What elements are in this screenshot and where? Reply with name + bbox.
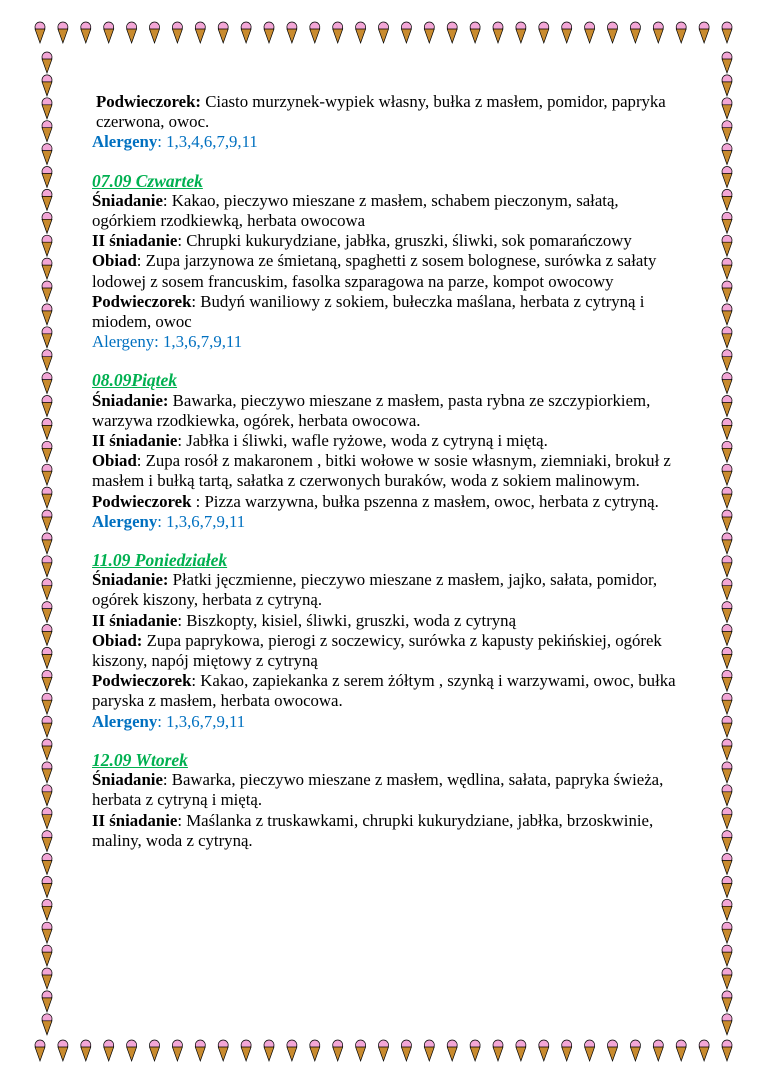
ice-cream-cone-icon — [379, 1040, 389, 1061]
border-left — [36, 0, 58, 1086]
ice-cream-cone-icon — [653, 22, 663, 43]
allergen-values: : 1,3,4,6,7,9,11 — [157, 132, 258, 152]
ice-cream-cone-icon — [722, 625, 732, 646]
meal-line — [92, 492, 682, 512]
meal-label: Śniadanie: — [92, 390, 169, 410]
ice-cream-cone-icon — [172, 1040, 182, 1061]
ice-cream-cone-icon — [608, 1040, 618, 1061]
ice-cream-cone-icon — [470, 22, 480, 43]
ice-cream-cone-icon — [42, 922, 52, 943]
meal-label: Śniadanie: — [92, 570, 169, 590]
meal-text: : Zupa rosół z makaronem , bitki wołowe w sosie własnym, ziemniaki, brokuł z masłem i bułką tartą, sałatka z czerwonych buraków, woda z sokiem malinowym. — [92, 451, 671, 491]
meal-line — [92, 431, 682, 451]
meal-text: : Biszkopty, kisiel, śliwki, gruszki, woda z cytryną — [177, 610, 517, 630]
ice-cream-cone-icon — [104, 1040, 114, 1061]
ice-cream-cone-icon — [42, 52, 52, 73]
ice-cream-cone-icon — [42, 647, 52, 668]
ice-cream-cone-icon — [241, 1040, 251, 1061]
ice-cream-cone-icon — [241, 22, 251, 43]
meal-line — [92, 570, 682, 610]
allergen-line — [92, 332, 682, 352]
ice-cream-cone-icon — [333, 22, 343, 43]
ice-cream-cone-icon — [493, 22, 503, 43]
ice-cream-cone-icon — [722, 510, 732, 531]
ice-cream-cone-icon — [42, 418, 52, 439]
ice-cream-cone-icon — [379, 22, 389, 43]
allergen-values: : 1,3,6,7,9,11 — [157, 511, 246, 531]
ice-cream-cone-icon — [722, 373, 732, 394]
ice-cream-cone-icon — [424, 22, 434, 43]
ice-cream-cone-icon — [585, 1040, 595, 1061]
ice-cream-cone-icon — [722, 899, 732, 920]
meal-line — [92, 391, 682, 431]
ice-cream-cone-icon — [150, 22, 160, 43]
meal-line — [92, 292, 682, 332]
meal-text: : Maślanka z truskawkami, chrupki kukurydziane, jabłka, brzoskwinie, maliny, woda z cytryną. — [92, 810, 654, 850]
ice-cream-cone-icon — [310, 22, 320, 43]
meal-label: II śniadanie — [92, 431, 178, 451]
ice-cream-cone-icon — [722, 579, 732, 600]
ice-cream-cone-icon — [42, 373, 52, 394]
ice-cream-cone-icon — [264, 22, 274, 43]
ice-cream-cone-icon — [722, 945, 732, 966]
ice-cream-cone-icon — [562, 22, 572, 43]
ice-cream-cone-icon — [58, 22, 68, 43]
ice-cream-cone-icon — [722, 327, 732, 348]
ice-cream-cone-icon — [42, 579, 52, 600]
ice-cream-cone-icon — [42, 693, 52, 714]
ice-cream-cone-icon — [722, 670, 732, 691]
ice-cream-cone-icon — [447, 1040, 457, 1061]
meal-label: Śniadanie — [92, 190, 163, 210]
ice-cream-cone-icon — [218, 1040, 228, 1061]
ice-cream-cone-icon — [722, 396, 732, 417]
ice-cream-cone-icon — [42, 808, 52, 829]
ice-cream-cone-icon — [42, 350, 52, 371]
ice-cream-cone-icon — [218, 22, 228, 43]
ice-cream-cone-icon — [722, 716, 732, 737]
ice-cream-cone-icon — [195, 1040, 205, 1061]
meal-line — [92, 251, 682, 291]
ice-cream-cone-icon — [722, 739, 732, 760]
meal-text: : Zupa jarzynowa ze śmietaną, spaghetti z sosem bolognese, surówka z sałaty lodowej z sosem francuskim, fasolka szparagowa na parze, kompot owocowy — [92, 251, 657, 291]
day-heading: 07.09 Czwartek — [92, 170, 203, 191]
ice-cream-cone-icon — [42, 991, 52, 1012]
ice-cream-cone-icon — [516, 1040, 526, 1061]
ice-cream-cone-icon — [127, 22, 137, 43]
ice-cream-cone-icon — [722, 418, 732, 439]
meal-line — [92, 811, 682, 851]
meal-label: Obiad — [92, 251, 137, 271]
ice-cream-cone-icon — [722, 922, 732, 943]
ice-cream-cone-icon — [42, 625, 52, 646]
ice-cream-cone-icon — [722, 75, 732, 96]
meal-text: : Pizza warzywna, bułka pszenna z masłem, owoc, herbata z cytryną. — [191, 491, 659, 511]
ice-cream-cone-icon — [42, 854, 52, 875]
ice-cream-cone-icon — [722, 533, 732, 554]
ice-cream-cone-icon — [42, 167, 52, 188]
meal-label: Podwieczorek — [92, 491, 192, 511]
ice-cream-cone-icon — [81, 1040, 91, 1061]
ice-cream-cone-icon — [42, 899, 52, 920]
ice-cream-cone-icon — [516, 22, 526, 43]
ice-cream-cone-icon — [447, 22, 457, 43]
ice-cream-cone-icon — [722, 487, 732, 508]
ice-cream-cone-icon — [42, 258, 52, 279]
ice-cream-cone-icon — [722, 556, 732, 577]
ice-cream-cone-icon — [630, 1040, 640, 1061]
ice-cream-cone-icon — [722, 212, 732, 233]
meal-line — [92, 92, 682, 132]
ice-cream-cone-icon — [539, 1040, 549, 1061]
ice-cream-cone-icon — [333, 1040, 343, 1061]
allergen-label: Alergeny — [92, 132, 158, 152]
meal-text: Ciasto murzynek-wypiek własny, bułka z masłem, pomidor, papryka czerwona, owoc. — [96, 92, 666, 132]
ice-cream-cone-icon — [722, 876, 732, 897]
ice-cream-cone-icon — [356, 22, 366, 43]
meal-label: Obiad: — [92, 630, 143, 650]
ice-cream-cone-icon — [42, 189, 52, 210]
menu-day-section — [92, 370, 682, 532]
ice-cream-cone-icon — [722, 52, 732, 73]
ice-cream-cone-icon — [722, 808, 732, 829]
day-heading: 12.09 Wtorek — [92, 749, 188, 770]
ice-cream-cone-icon — [722, 602, 732, 623]
ice-cream-cone-icon — [608, 22, 618, 43]
meal-text: : Jabłka i śliwki, wafle ryżowe, woda z cytryną i miętą. — [177, 431, 548, 451]
ice-cream-cone-icon — [424, 1040, 434, 1061]
ice-cream-cone-icon — [42, 121, 52, 142]
ice-cream-cone-icon — [722, 98, 732, 119]
allergen-line — [92, 512, 682, 532]
border-right — [716, 0, 738, 1086]
allergen-label: Alergeny — [92, 511, 158, 531]
ice-cream-cone-icon — [722, 785, 732, 806]
menu-day-section — [92, 171, 682, 353]
ice-cream-cone-icon — [401, 22, 411, 43]
ice-cream-cone-icon — [42, 716, 52, 737]
meal-text: : Chrupki kukurydziane, jabłka, gruszki, śliwki, sok pomarańczowy — [177, 231, 632, 251]
ice-cream-cone-icon — [42, 510, 52, 531]
meal-text: : Kakao, zapiekanka z serem żółtym , szynką i warzywami, owoc, bułka paryska z masłem, herbata owocowa. — [92, 671, 676, 711]
meal-line — [92, 631, 682, 671]
ice-cream-cone-icon — [42, 876, 52, 897]
ice-cream-cone-icon — [722, 854, 732, 875]
ice-cream-cone-icon — [42, 144, 52, 165]
meal-label: Śniadanie — [92, 770, 163, 790]
ice-cream-cone-icon — [356, 1040, 366, 1061]
ice-cream-cone-icon — [42, 670, 52, 691]
meal-text: : Bawarka, pieczywo mieszane z masłem, wędlina, sałata, papryka świeża, herbata z cytryną i miętą. — [92, 770, 664, 810]
ice-cream-cone-icon — [42, 487, 52, 508]
ice-cream-cone-icon — [42, 831, 52, 852]
ice-cream-cone-icon — [42, 212, 52, 233]
ice-cream-cone-icon — [42, 785, 52, 806]
border-bottom — [0, 1036, 768, 1068]
ice-cream-cone-icon — [470, 1040, 480, 1061]
ice-cream-cone-icon — [722, 693, 732, 714]
meal-line — [92, 671, 682, 711]
allergen-line — [92, 712, 682, 732]
ice-cream-cone-icon — [42, 304, 52, 325]
menu-content — [92, 92, 682, 851]
ice-cream-cone-icon — [401, 1040, 411, 1061]
ice-cream-cone-icon — [722, 281, 732, 302]
ice-cream-cone-icon — [195, 22, 205, 43]
meal-text: Płatki jęczmienne, pieczywo mieszane z masłem, jajko, sałata, pomidor, ogórek kiszony, herbata z cytryną. — [92, 570, 658, 610]
menu-day-section — [92, 92, 682, 153]
meal-text: : Kakao, pieczywo mieszane z masłem, schabem pieczonym, sałatą, ogórkiem rzodkiewką, herbata owocowa — [92, 190, 619, 231]
ice-cream-cone-icon — [42, 281, 52, 302]
ice-cream-cone-icon — [42, 441, 52, 462]
ice-cream-cone-icon — [722, 762, 732, 783]
ice-cream-cone-icon — [42, 98, 52, 119]
meal-label: Podwieczorek — [92, 291, 192, 311]
ice-cream-cone-icon — [42, 945, 52, 966]
ice-cream-cone-icon — [104, 22, 114, 43]
ice-cream-cone-icon — [127, 1040, 137, 1061]
meal-label: II śniadanie — [92, 810, 178, 830]
ice-cream-cone-icon — [310, 1040, 320, 1061]
ice-cream-cone-icon — [630, 22, 640, 43]
ice-cream-cone-icon — [172, 22, 182, 43]
ice-cream-cone-icon — [722, 121, 732, 142]
ice-cream-cone-icon — [42, 327, 52, 348]
allergen-label: Alergeny — [92, 332, 155, 352]
ice-cream-cone-icon — [42, 396, 52, 417]
meal-line — [92, 191, 682, 231]
meal-text: Bawarka, pieczywo mieszane z masłem, pasta rybna ze szczypiorkiem, warzywa rzodkiewka, ogórek, herbata owocowa. — [92, 390, 651, 430]
meal-label: II śniadanie — [92, 610, 178, 630]
meal-line — [92, 231, 682, 251]
ice-cream-cone-icon — [81, 22, 91, 43]
ice-cream-cone-icon — [585, 22, 595, 43]
meal-label: Podwieczorek: — [96, 92, 202, 111]
allergen-values: : 1,3,6,7,9,11 — [157, 711, 246, 731]
menu-day-section — [92, 750, 682, 851]
day-heading: 08.09Piątek — [92, 370, 178, 391]
ice-cream-cone-icon — [699, 22, 709, 43]
ice-cream-cone-icon — [722, 235, 732, 256]
ice-cream-cone-icon — [676, 1040, 686, 1061]
ice-cream-cone-icon — [653, 1040, 663, 1061]
ice-cream-cone-icon — [58, 1040, 68, 1061]
menu-day-section — [92, 550, 682, 732]
ice-cream-cone-icon — [722, 647, 732, 668]
meal-text: : Budyń waniliowy z sokiem, bułeczka maślana, herbata z cytryną i miodem, owoc — [92, 291, 645, 332]
ice-cream-cone-icon — [722, 304, 732, 325]
meal-line — [92, 451, 682, 491]
ice-cream-cone-icon — [42, 762, 52, 783]
ice-cream-cone-icon — [699, 1040, 709, 1061]
ice-cream-cone-icon — [287, 22, 297, 43]
ice-cream-cone-icon — [42, 968, 52, 989]
ice-cream-cone-icon — [42, 1014, 52, 1035]
allergen-values: : 1,3,6,7,9,11 — [154, 332, 243, 352]
ice-cream-cone-icon — [722, 167, 732, 188]
ice-cream-cone-icon — [493, 1040, 503, 1061]
ice-cream-cone-icon — [287, 1040, 297, 1061]
meal-line — [92, 611, 682, 631]
ice-cream-cone-icon — [264, 1040, 274, 1061]
ice-cream-cone-icon — [42, 75, 52, 96]
allergen-label: Alergeny — [92, 711, 158, 731]
meal-label: Obiad — [92, 451, 137, 471]
ice-cream-cone-icon — [539, 22, 549, 43]
meal-line — [92, 770, 682, 810]
ice-cream-cone-icon — [562, 1040, 572, 1061]
ice-cream-cone-icon — [42, 533, 52, 554]
ice-cream-cone-icon — [722, 258, 732, 279]
ice-cream-cone-icon — [42, 464, 52, 485]
ice-cream-cone-icon — [722, 350, 732, 371]
ice-cream-cone-icon — [42, 739, 52, 760]
border-top — [0, 18, 768, 50]
ice-cream-cone-icon — [722, 1014, 732, 1035]
ice-cream-cone-icon — [722, 464, 732, 485]
ice-cream-cone-icon — [722, 144, 732, 165]
meal-text: Zupa paprykowa, pierogi z soczewicy, surówka z kapusty pekińskiej, ogórek kiszony, napój miętowy z cytryną — [92, 630, 662, 671]
ice-cream-cone-icon — [42, 556, 52, 577]
ice-cream-cone-icon — [722, 831, 732, 852]
ice-cream-cone-icon — [676, 22, 686, 43]
ice-cream-cone-icon — [150, 1040, 160, 1061]
ice-cream-cone-icon — [722, 189, 732, 210]
ice-cream-cone-icon — [42, 602, 52, 623]
meal-label: Podwieczorek — [92, 671, 192, 691]
day-heading: 11.09 Poniedziałek — [92, 550, 228, 571]
ice-cream-cone-icon — [42, 235, 52, 256]
ice-cream-cone-icon — [722, 441, 732, 462]
ice-cream-cone-icon — [722, 968, 732, 989]
meal-label: II śniadanie — [92, 231, 178, 251]
ice-cream-cone-icon — [722, 991, 732, 1012]
allergen-line — [92, 132, 682, 152]
